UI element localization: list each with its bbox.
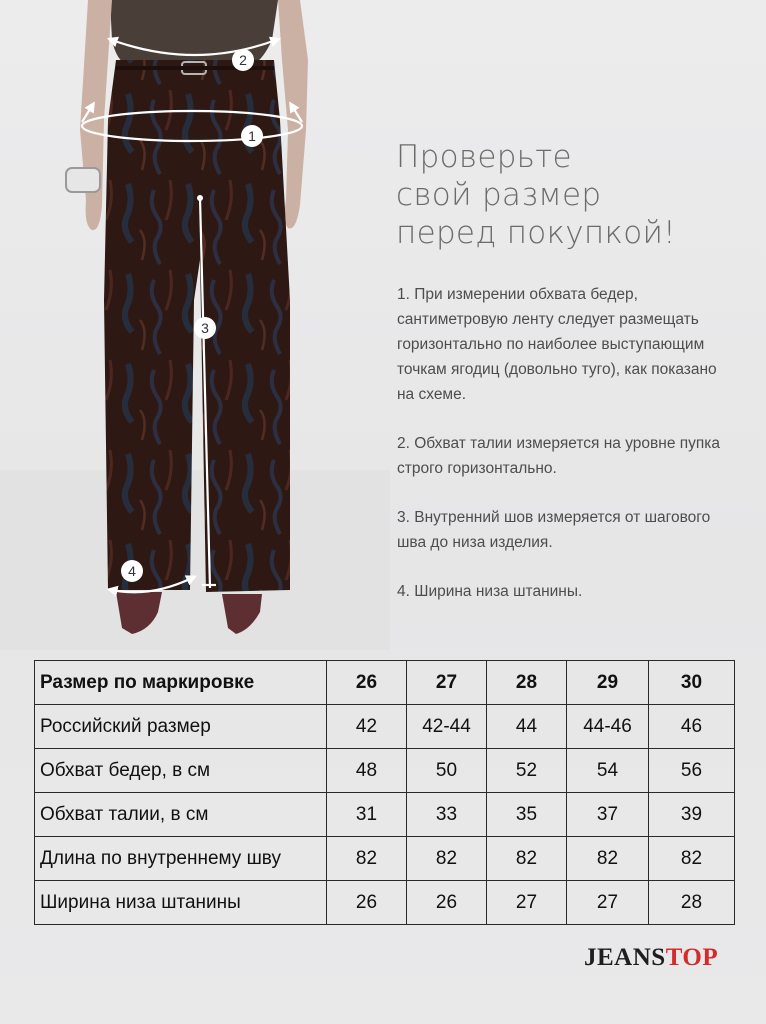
table-cell: 42-44	[407, 705, 487, 749]
table-cell: 35	[487, 793, 567, 837]
page-heading	[396, 138, 756, 252]
table-cell: 82	[567, 837, 649, 881]
table-cell: 28	[649, 881, 735, 925]
table-cell: 26	[327, 881, 407, 925]
heading-line: перед покупкой!	[396, 215, 676, 251]
header-size: 27	[407, 661, 487, 705]
row-label: Российский размер	[35, 705, 327, 749]
marker-4: 4	[128, 563, 136, 579]
table-row	[35, 749, 735, 793]
table-row	[35, 705, 735, 749]
header-label: Размер по маркировке	[35, 661, 327, 705]
header-size: 30	[649, 661, 735, 705]
note-inseam: 3. Внутренний шов измеряется от шагового шва до низа изделия.	[397, 509, 711, 551]
table-cell: 37	[567, 793, 649, 837]
note-waist: 2. Обхват талии измеряется на уровне пупка строго горизонтально.	[397, 435, 721, 477]
brand-logo	[584, 944, 718, 972]
row-label: Ширина низа штанины	[35, 881, 327, 925]
heading-line: Проверьте	[396, 139, 572, 175]
heading-line: свой размер	[396, 177, 602, 213]
row-label: Обхват бедер, в см	[35, 749, 327, 793]
watch-icon	[66, 168, 100, 192]
header-size: 26	[327, 661, 407, 705]
table-cell: 33	[407, 793, 487, 837]
table-cell: 52	[487, 749, 567, 793]
jeans-measurement-diagram	[0, 0, 390, 650]
marker-2: 2	[239, 52, 247, 68]
table-cell: 50	[407, 749, 487, 793]
table-cell: 44	[487, 705, 567, 749]
table-row	[35, 793, 735, 837]
table-cell: 82	[649, 837, 735, 881]
table-cell: 82	[327, 837, 407, 881]
measurement-notes	[397, 282, 737, 628]
table-row	[35, 837, 735, 881]
logo-part-jeans: JEANS	[584, 944, 666, 971]
row-label: Обхват талии, в см	[35, 793, 327, 837]
header-size: 28	[487, 661, 567, 705]
marker-3: 3	[201, 320, 209, 336]
size-table	[34, 660, 735, 925]
table-cell: 54	[567, 749, 649, 793]
table-cell: 42	[327, 705, 407, 749]
table-cell: 56	[649, 749, 735, 793]
product-photo	[0, 0, 390, 650]
table-cell: 48	[327, 749, 407, 793]
table-header-row	[35, 661, 735, 705]
note-hem: 4. Ширина низа штанины.	[397, 583, 583, 600]
note-hips: 1. При измерении обхвата бедер, сантиметровую ленту следует размещать горизонтально по наиболее выступающим точкам ягодиц (довольно туго), как показано на схеме.	[397, 286, 717, 403]
table-cell: 26	[407, 881, 487, 925]
table-cell: 31	[327, 793, 407, 837]
row-label: Длина по внутреннему шву	[35, 837, 327, 881]
table-cell: 82	[487, 837, 567, 881]
logo-part-top: TOP	[665, 944, 719, 971]
table-cell: 46	[649, 705, 735, 749]
table-cell: 27	[487, 881, 567, 925]
marker-1: 1	[248, 128, 256, 144]
table-cell: 27	[567, 881, 649, 925]
header-size: 29	[567, 661, 649, 705]
table-cell: 39	[649, 793, 735, 837]
table-cell: 82	[407, 837, 487, 881]
table-cell: 44-46	[567, 705, 649, 749]
table-row	[35, 881, 735, 925]
